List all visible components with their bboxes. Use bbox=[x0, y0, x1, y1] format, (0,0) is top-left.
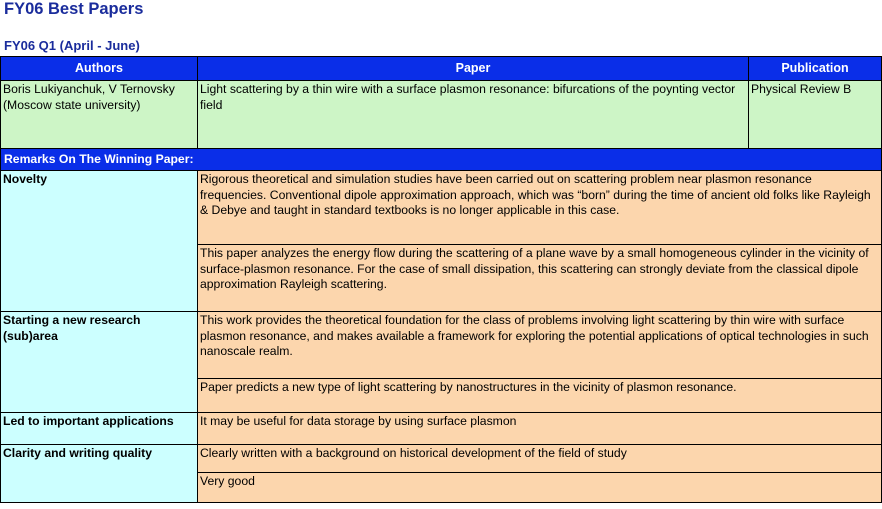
remark-text: Paper predicts a new type of light scattering by nanostructures in the vicinity of plasmon resonance. bbox=[198, 379, 882, 413]
section-title: FY06 Q1 (April - June) bbox=[4, 38, 140, 53]
remark-text: Rigorous theoretical and simulation studies have been carried out on scattering problem near plasmon resonance frequencies. Conventional dipole approximation approach, which was “born” during the time of ancient old folks like Rayleigh & Debye and taught in standard textbooks is no longer applicable in this case. bbox=[198, 171, 882, 245]
table-header-row bbox=[1, 57, 882, 81]
remark-row bbox=[1, 312, 882, 379]
publication-cell: Physical Review B bbox=[749, 81, 882, 149]
best-papers-table bbox=[0, 56, 882, 503]
remark-row bbox=[1, 413, 882, 445]
remarks-header-row bbox=[1, 149, 882, 171]
table-row bbox=[1, 81, 882, 149]
authors-header: Authors bbox=[1, 57, 198, 81]
remark-row bbox=[1, 445, 882, 473]
remark-text: This paper analyzes the energy flow during the scattering of a plane wave by a small homogeneous cylinder in the vicinity of surface-plasmon resonance. For the case of small dissipation, this scattering can strongly deviate from the classical dipole approximation Rayleigh scattering. bbox=[198, 245, 882, 312]
remark-text: It may be useful for data storage by using surface plasmon bbox=[198, 413, 882, 445]
remark-text: This work provides the theoretical foundation for the class of problems involving light scattering by thin wire with surface plasmon resonance, and makes available a framework for exploring the potential applications of optical technologies in such nanoscale realm. bbox=[198, 312, 882, 379]
remark-category: Novelty bbox=[1, 171, 198, 312]
remark-text: Clearly written with a background on historical development of the field of study bbox=[198, 445, 882, 473]
remark-category: Clarity and writing quality bbox=[1, 445, 198, 503]
remark-row bbox=[1, 171, 882, 245]
remark-text: Very good bbox=[198, 473, 882, 503]
page-title: FY06 Best Papers bbox=[4, 0, 144, 18]
publication-header: Publication bbox=[749, 57, 882, 81]
paper-header: Paper bbox=[198, 57, 749, 81]
authors-cell: Boris Lukiyanchuk, V Ternovsky (Moscow state university) bbox=[1, 81, 198, 149]
paper-cell: Light scattering by a thin wire with a surface plasmon resonance: bifurcations of the poynting vector field bbox=[198, 81, 749, 149]
remark-category: Starting a new research (sub)area bbox=[1, 312, 198, 413]
remarks-header: Remarks On The Winning Paper: bbox=[1, 149, 882, 171]
remark-category: Led to important applications bbox=[1, 413, 198, 445]
